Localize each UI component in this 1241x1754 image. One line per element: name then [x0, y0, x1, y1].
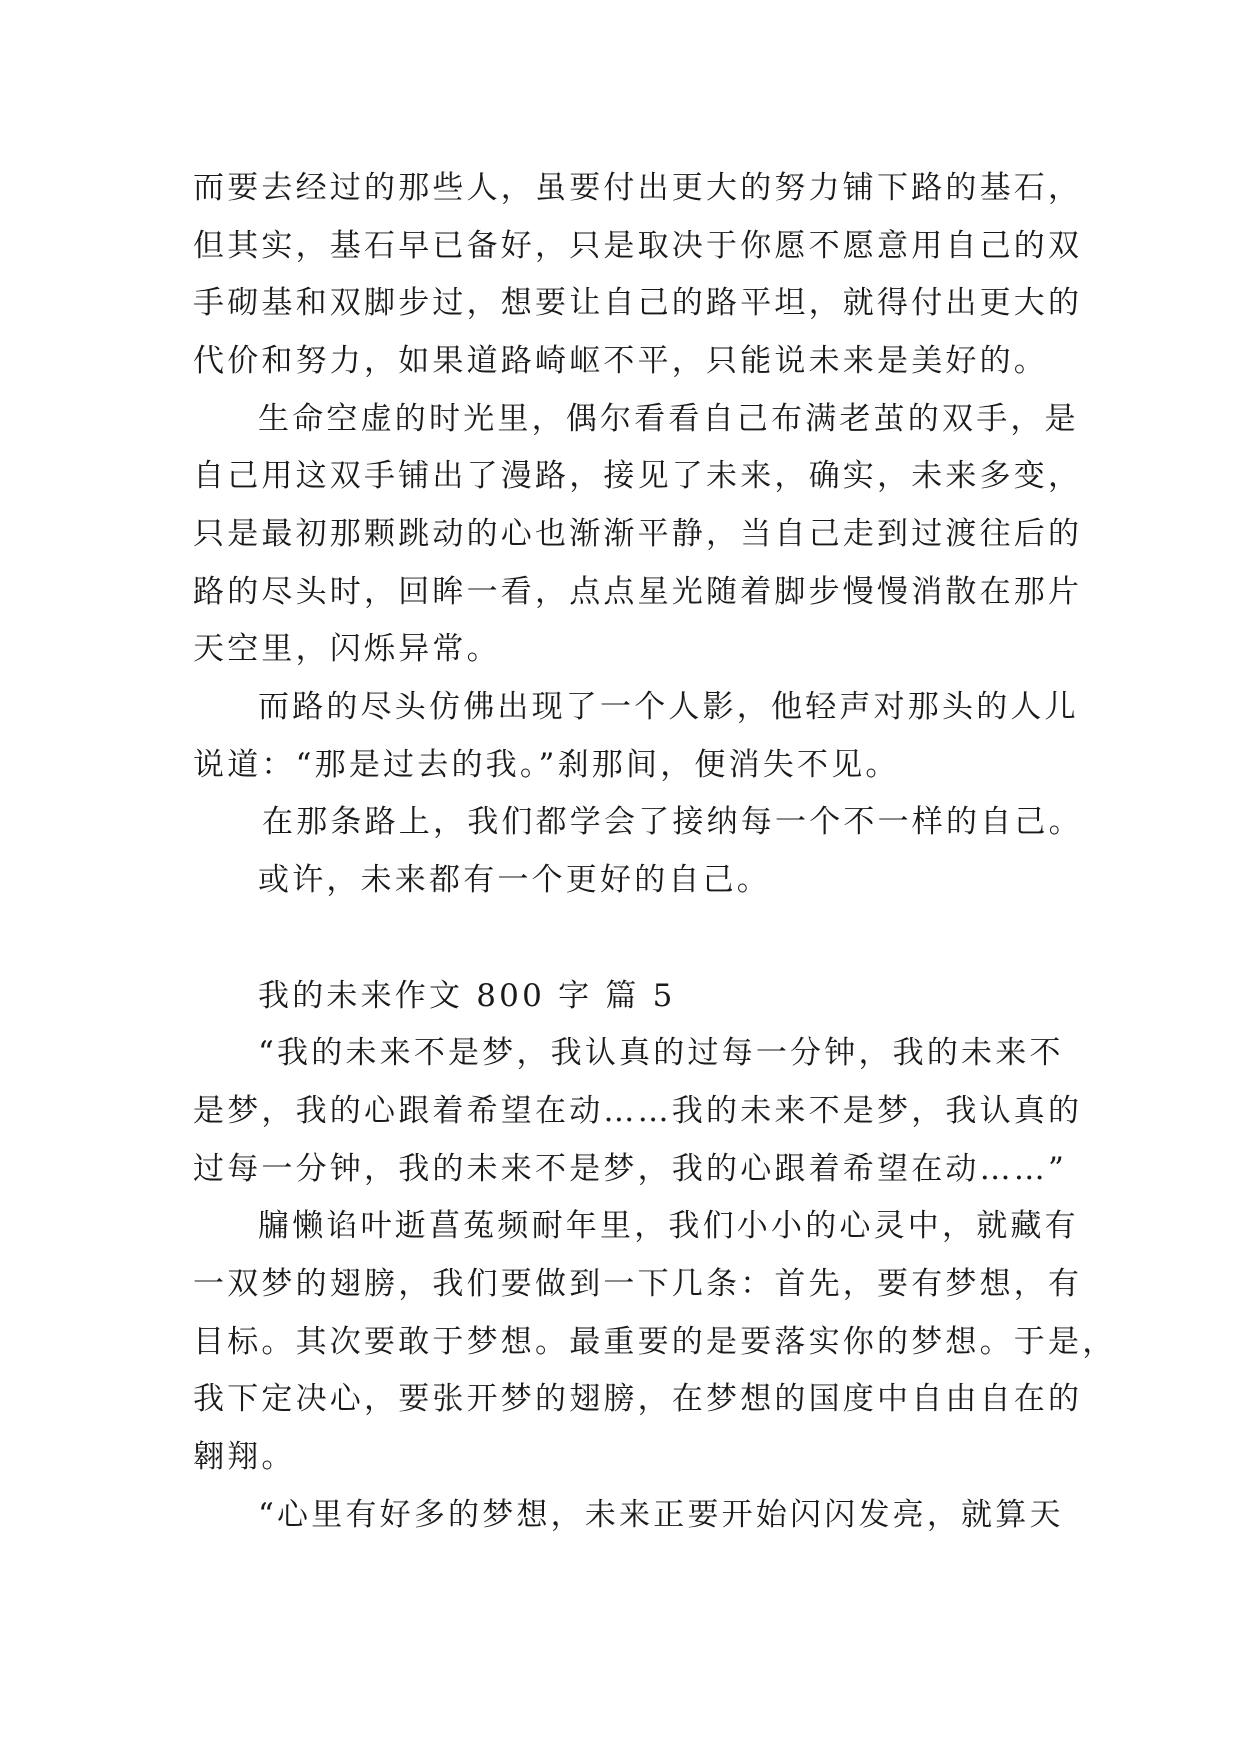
text-line: 目标。其次要敢于梦想。最重要的是要落实你的梦想。于是，	[193, 1324, 1117, 1360]
paragraph-start-line: 牖懒谄叶逝菖菟频耐年里，我们小小的心灵中，就藏有	[258, 1208, 1079, 1244]
text-line: 自己用这双手铺出了漫路，接见了未来，确实，未来多变，	[193, 458, 1083, 494]
paragraph-start-line: 生命空虚的时光里，偶尔看看自己布满老茧的双手，是	[258, 401, 1079, 437]
paragraph-start-line: 或许，未来都有一个更好的自己。	[258, 862, 771, 898]
paragraph-start-line: 在那条路上，我们都学会了接纳每一个不一样的自己。	[262, 804, 1083, 840]
section-heading: 我的未来作文 800 字 篇 5	[258, 978, 676, 1014]
text-line: 一双梦的翅膀，我们要做到一下几条：首先，要有梦想，有	[193, 1266, 1083, 1302]
paragraph-start-line: “心里有好多的梦想，未来正要开始闪闪发亮，就算天	[258, 1497, 1064, 1533]
text-line: 但其实，基石早已备好，只是取决于你愿不愿意用自己的双	[193, 228, 1083, 264]
text-line: 翱翔。	[193, 1439, 296, 1475]
text-line: 天空里，闪烁异常。	[193, 631, 501, 667]
text-line: 我下定决心，要张开梦的翅膀，在梦想的国度中自由自在的	[193, 1381, 1083, 1417]
paragraph-start-line: 而路的尽头仿佛出现了一个人影，他轻声对那头的人儿	[258, 689, 1079, 725]
text-line: 是梦，我的心跟着希望在动……我的未来不是梦，我认真的	[193, 1093, 1083, 1129]
text-line: 只是最初那颗跳动的心也渐渐平静，当自己走到过渡往后的	[193, 516, 1083, 552]
paragraph-start-line: “我的未来不是梦，我认真的过每一分钟，我的未来不	[258, 1035, 1064, 1071]
text-line: 路的尽头时，回眸一看，点点星光随着脚步慢慢消散在那片	[193, 574, 1083, 610]
text-line: 过每一分钟，我的未来不是梦，我的心跟着希望在动……”	[193, 1151, 1068, 1187]
text-line: 代价和努力，如果道路崎岖不平，只能说未来是美好的。	[193, 343, 1048, 379]
text-line: 而要去经过的那些人，虽要付出更大的努力铺下路的基石，	[193, 170, 1083, 206]
text-line: 说道：“那是过去的我。”刹那间，便消失不见。	[193, 747, 900, 783]
text-line: 手砌基和双脚步过，想要让自己的路平坦，就得付出更大的	[193, 285, 1083, 321]
